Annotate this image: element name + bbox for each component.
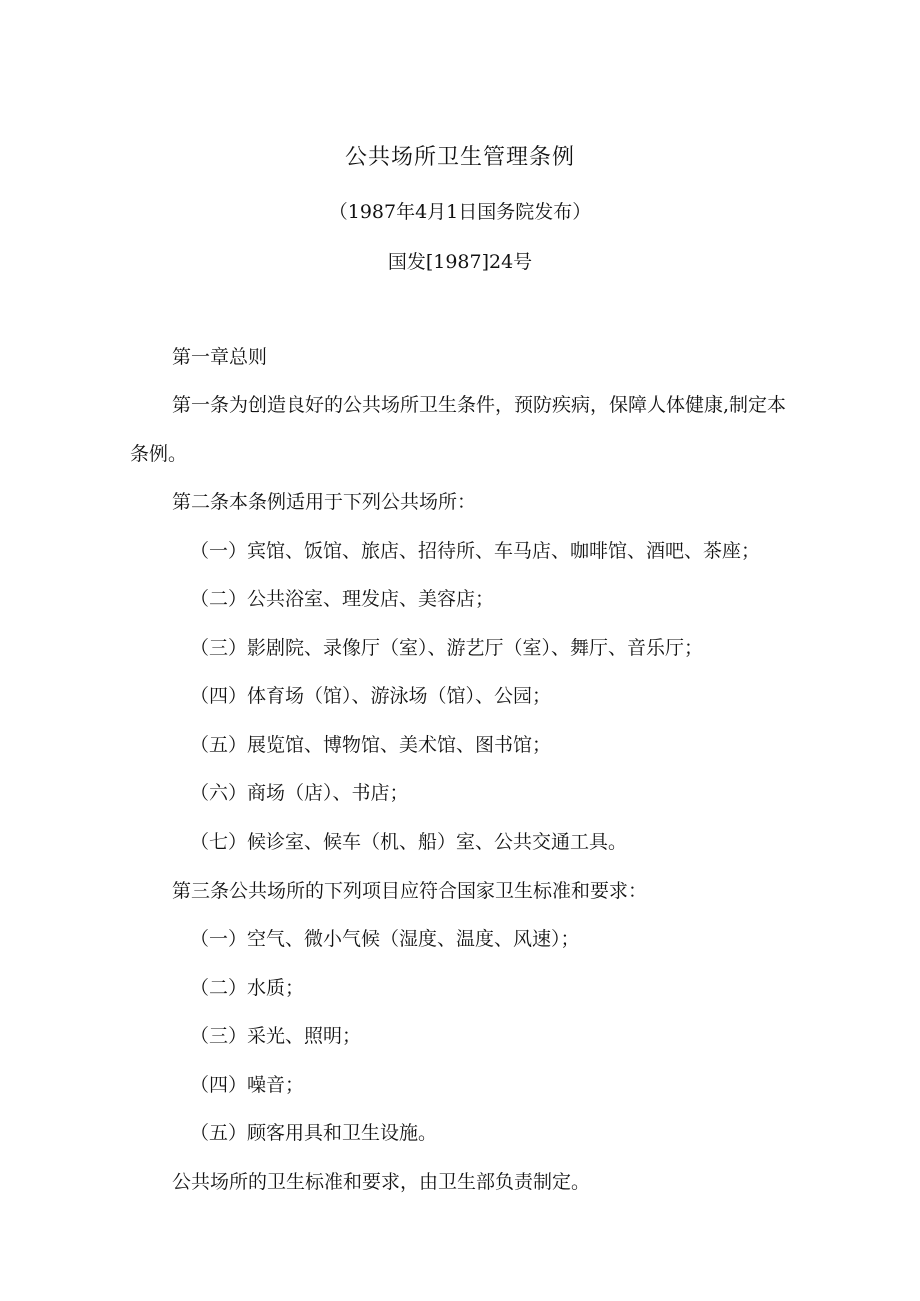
list-item: （二）水质； [190,977,305,999]
closing-paragraph: 公共场所的卫生标准和要求，由卫生部负责制定。 [172,1171,591,1193]
article-1-line-2: 条例。 [130,443,188,465]
list-item: （四）噪音； [190,1074,305,1096]
list-item: （三）采光、照明； [190,1025,362,1047]
list-item: （五）顾客用具和卫生设施。 [190,1122,438,1144]
article-2-intro: 第二条本条例适用于下列公共场所： [172,491,477,513]
document-subtitle: （1987年4月1日国务院发布） [328,201,592,223]
list-item: （六）商场（店）、书店； [190,782,409,804]
chapter-heading: 第一章总则 [172,346,268,368]
list-item: （一）宾馆、饭馆、旅店、招待所、车马店、咖啡馆、酒吧、茶座； [190,540,761,562]
article-3-intro: 第三条公共场所的下列项目应符合国家卫生标准和要求： [172,880,648,902]
list-item: （七）候诊室、候车（机、船）室、公共交通工具。 [190,831,628,853]
list-item: （二）公共浴室、理发店、美容店； [190,588,495,610]
list-item: （三）影剧院、录像厅（室）、游艺厅（室）、舞厅、音乐厅； [190,637,704,659]
article-1-line-1: 第一条为创造良好的公共场所卫生条件，预防疾病，保障人体健康,制定本 [172,394,787,416]
list-item: （一）空气、微小气候（湿度、温度、风速）； [190,928,580,950]
document-title: 公共场所卫生管理条例 [344,145,575,170]
list-item: （四）体育场（馆）、游泳场（馆）、公园； [190,685,552,707]
list-item: （五）展览馆、博物馆、美术馆、图书馆； [190,734,552,756]
document-number: 国发[1987]24号 [387,251,533,273]
